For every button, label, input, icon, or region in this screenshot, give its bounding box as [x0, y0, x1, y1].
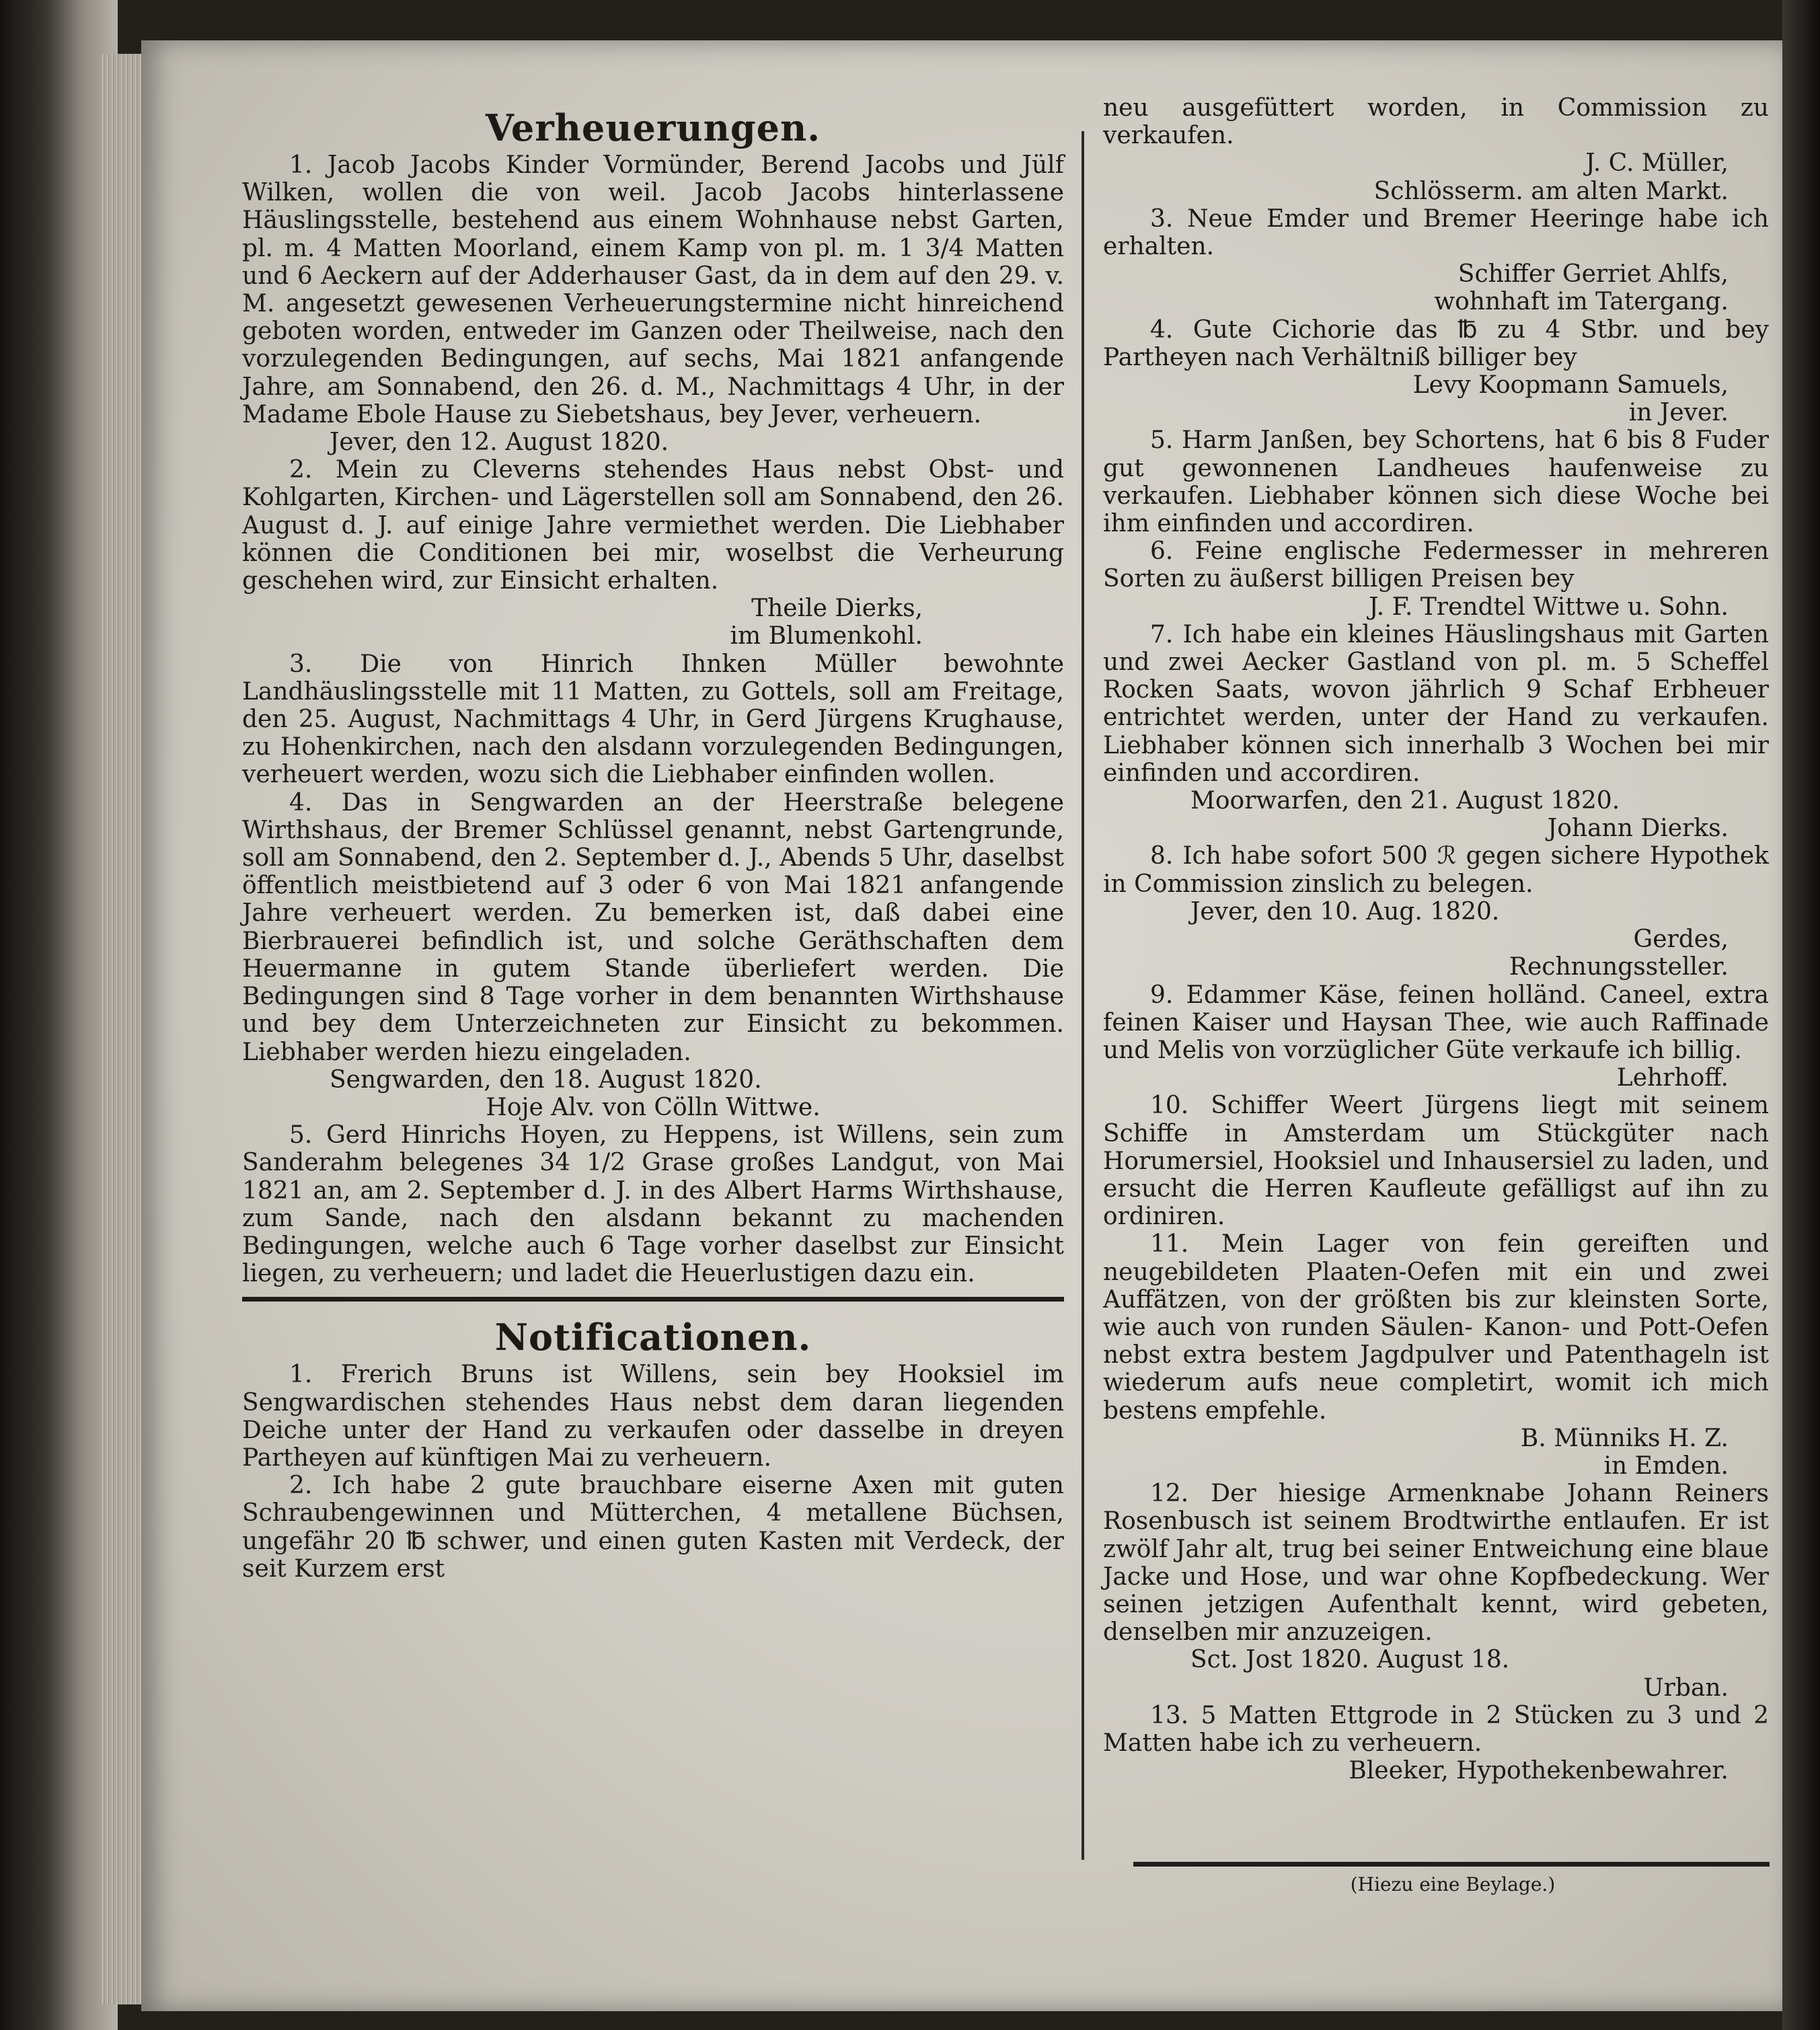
end-rule: [1133, 1862, 1770, 1867]
ad-item: 9. Edammer Käse, feinen holländ. Caneel, extra feinen Kaiser und Haysan Thee, wie auch Raffinade und Melis von vorzüglicher Güte verkaufe ich billig.: [1103, 981, 1769, 1064]
ad-signature: in Jever.: [1628, 399, 1729, 427]
page-edges: [101, 54, 141, 2004]
ad-signature: Levy Koopmann Samuels,: [1412, 371, 1729, 400]
right-page-edge: [1782, 0, 1820, 2030]
ad-signature: B. Münniks H. Z.: [1520, 1424, 1729, 1452]
supplement-note: (Hiezu eine Beylage.): [1350, 1873, 1556, 1895]
ad-date: Sengwarden, den 18. August 1820.: [330, 1065, 762, 1094]
ad-date: Jever, den 10. Aug. 1820.: [1190, 897, 1500, 926]
ad-signature: J. F. Trendtel Wittwe u. Sohn.: [1369, 593, 1729, 621]
ad-item: 3. Die von Hinrich Ihnken Müller bewohnte Landhäuslingsstelle mit 11 Matten, zu Gottels, soll am Freitage, den 25. August, Nachmittags 4 Uhr, in Gerd Jürgens Krughause, zu Hohenkirchen, nach den alsdann vorzulegenden Bedingungen, verheuert werden, wozu sich die Liebhaber einfinden wollen.: [242, 650, 1064, 789]
ad-item: 11. Mein Lager von fein gereiften und neugebildeten Plaaten-Oefen mit ein und zwei Auffätzen, von der größten bis zur kleinsten Sorte, wie auch von runden Säulen- Kanon- und Pott-Oefen nebst extra bestem Jagdpulver und Patenthageln ist wiederum aufs neue completirt, womit ich mich bestens empfehle.: [1103, 1230, 1769, 1425]
ad-item: 1. Jacob Jacobs Kinder Vormünder, Berend Jacobs und Jülf Wilken, wollen die von weil. Jacob Jacobs hinterlassene Häuslingsstelle, bestehend aus einem Wohnhause nebst Garten, pl. m. 4 Matten Moorland, einem Kamp von pl. m. 1 3/4 Matten und 6 Aeckern auf der Adderhauser Gast, da in dem auf den 29. v. M. angesetzt gewesenen Verheuerungstermine nicht hinreichend geboten worden, entweder im Ganzen oder Theilweise, nach den vorzulegenden Bedingungen, auf sechs, Mai 1821 anfangende Jahre, am Sonnabend, den 26. d. M., Nachmittags 4 Uhr, in der Madame Ebole Hause zu Siebetshaus, bey Jever, verheuern.: [242, 151, 1064, 428]
ad-signature: in Emden.: [1603, 1452, 1729, 1480]
ad-date: Sct. Jost 1820. August 18.: [1190, 1646, 1510, 1674]
ad-item: 2. Mein zu Cleverns stehendes Haus nebst Obst- und Kohlgarten, Kirchen- und Lägerstellen soll am Sonnabend, den 26. August d. J. auf einige Jahre vermiethet werden. Die Liebhaber können die Conditionen bei mir, woselbst die Verheurung geschehen wird, zur Einsicht erhalten.: [242, 456, 1064, 595]
column-divider: [1082, 131, 1084, 1860]
ad-signature: Urban.: [1643, 1674, 1729, 1702]
section-heading-notificationen: Notificationen.: [494, 1316, 812, 1359]
ad-signature: Gerdes,: [1633, 926, 1729, 954]
ad-item: 10. Schiffer Weert Jürgens liegt mit seinem Schiffe in Amsterdam um Stückgüter nach Horumersiel, Hooksiel und Inhausersiel zu laden, und ersucht die Herren Kaufleute gefälligst auf ihn zu ordiniren.: [1103, 1092, 1769, 1231]
ad-signature: Bleeker, Hypothekenbewahrer.: [1349, 1757, 1729, 1785]
ad-item: 2. Ich habe 2 gute brauchbare eiserne Axen mit guten Schraubengewinnen und Mütterchen, 4 metallene Büchsen, ungefähr 20 ℔ schwer, und einen guten Kasten mit Verdeck, der seit Kurzem erst: [242, 1472, 1064, 1583]
ad-signature: Lehrhoff.: [1616, 1064, 1729, 1092]
ad-signature: im Blumenkohl.: [730, 622, 923, 650]
ad-signature: wohnhaft im Tatergang.: [1434, 288, 1729, 316]
ad-signature: Schlösserm. am alten Markt.: [1373, 177, 1729, 205]
ad-signature: Rechnungssteller.: [1509, 953, 1729, 981]
ad-signature: Schiffer Gerriet Ahlfs,: [1457, 260, 1729, 289]
section-heading-verheuerungen: Verheuerungen.: [485, 106, 821, 149]
ad-item: 3. Neue Emder und Bremer Heeringe habe ich erhalten.: [1103, 204, 1769, 261]
ad-date: Jever, den 12. August 1820.: [330, 428, 669, 457]
book-spine: [0, 0, 118, 2030]
ad-item: 5. Gerd Hinrichs Hoyen, zu Heppens, ist Willens, sein zum Sanderahm belegenes 34 1/2 Grase großes Landgut, von Mai 1821 an, am 2. September d. J. in des Albert Harms Wirthshause, zum Sande, nach den alsdann bekannt zu machenden Bedingungen, welche auch 6 Tage vorher daselbst zur Einsicht liegen, zu verheuern; und ladet die Heuerlustigen dazu ein.: [242, 1121, 1064, 1288]
ad-item: 6. Feine englische Federmesser in mehreren Sorten zu äußerst billigen Preisen bey: [1103, 537, 1769, 593]
ad-signature: Johann Dierks.: [1547, 815, 1729, 843]
ad-date: Moorwarfen, den 21. August 1820.: [1190, 787, 1620, 815]
ad-item: 4. Das in Sengwarden an der Heerstraße belegene Wirthshaus, der Bremer Schlüssel genannt, nebst Gartengrunde, soll am Sonnabend, den 2. September d. J., Abends 5 Uhr, daselbst öffentlich meistbietend auf 3 oder 6 von Mai 1821 anfangende Jahre verheuert werden. Zu bemerken ist, daß dabei eine Bierbrauerei befindlich ist, und solche Geräthschaften dem Heuermanne in gutem Stande überliefert werden. Die Bedingungen sind 8 Tage vorher in dem benannten Wirthshause und bey dem Unterzeichneten zur Einsicht zu bekommen. Liebhaber werden hiezu eingeladen.: [242, 788, 1064, 1066]
ad-item: 1. Frerich Bruns ist Willens, sein bey Hooksiel im Sengwardischen stehendes Haus nebst dem daran liegenden Deiche unter der Hand zu verkaufen oder dasselbe in dreyen Partheyen auf künftigen Mai zu verheuern.: [242, 1361, 1064, 1472]
ad-item: 7. Ich habe ein kleines Häuslingshaus mit Garten und zwei Aecker Gastland von pl. m. 5 Scheffel Rocken Saats, wovon jährlich 9 Schaf Erbheuer entrichtet werden, unter der Hand zu verkaufen. Liebhaber können sich innerhalb 3 Wochen bei mir einfinden und accordiren.: [1103, 620, 1769, 787]
left-column: [242, 104, 1064, 1583]
ad-item: 4. Gute Cichorie das ℔ zu 4 Stbr. und bey Partheyen nach Verhältniß billiger bey: [1103, 315, 1769, 371]
ad-signature: J. C. Müller,: [1585, 149, 1729, 178]
ad-item: 13. 5 Matten Ettgrode in 2 Stücken zu 3 und 2 Matten habe ich zu verheuern.: [1103, 1701, 1769, 1757]
ad-signature: Theile Dierks,: [751, 595, 923, 623]
right-column: [1103, 94, 1769, 1784]
ad-item: neu ausgefüttert worden, in Commission zu verkaufen.: [1103, 94, 1769, 150]
ad-signature: Hoje Alv. von Cölln Wittwe.: [486, 1093, 821, 1121]
ad-item: 8. Ich habe sofort 500 ℛ gegen sichere Hypothek in Commission zinslich zu belegen.: [1103, 842, 1769, 898]
ad-item: 5. Harm Janßen, bey Schortens, hat 6 bis 8 Fuder gut gewonnenen Landheues haufenweise zu verkaufen. Liebhaber können sich diese Woche bei ihm einfinden und accordiren.: [1103, 426, 1769, 538]
section-rule: [242, 1297, 1064, 1302]
ad-item: 12. Der hiesige Armenknabe Johann Reiners Rosenbusch ist seinem Brodtwirthe entlaufen. Er ist zwölf Jahr alt, trug bei seiner Entweichung eine blaue Jacke und Hose, und war ohne Kopfbedeckung. Wer seinen jetzigen Aufenthalt kennt, wird gebeten, denselben mir anzuzeigen.: [1103, 1480, 1769, 1647]
